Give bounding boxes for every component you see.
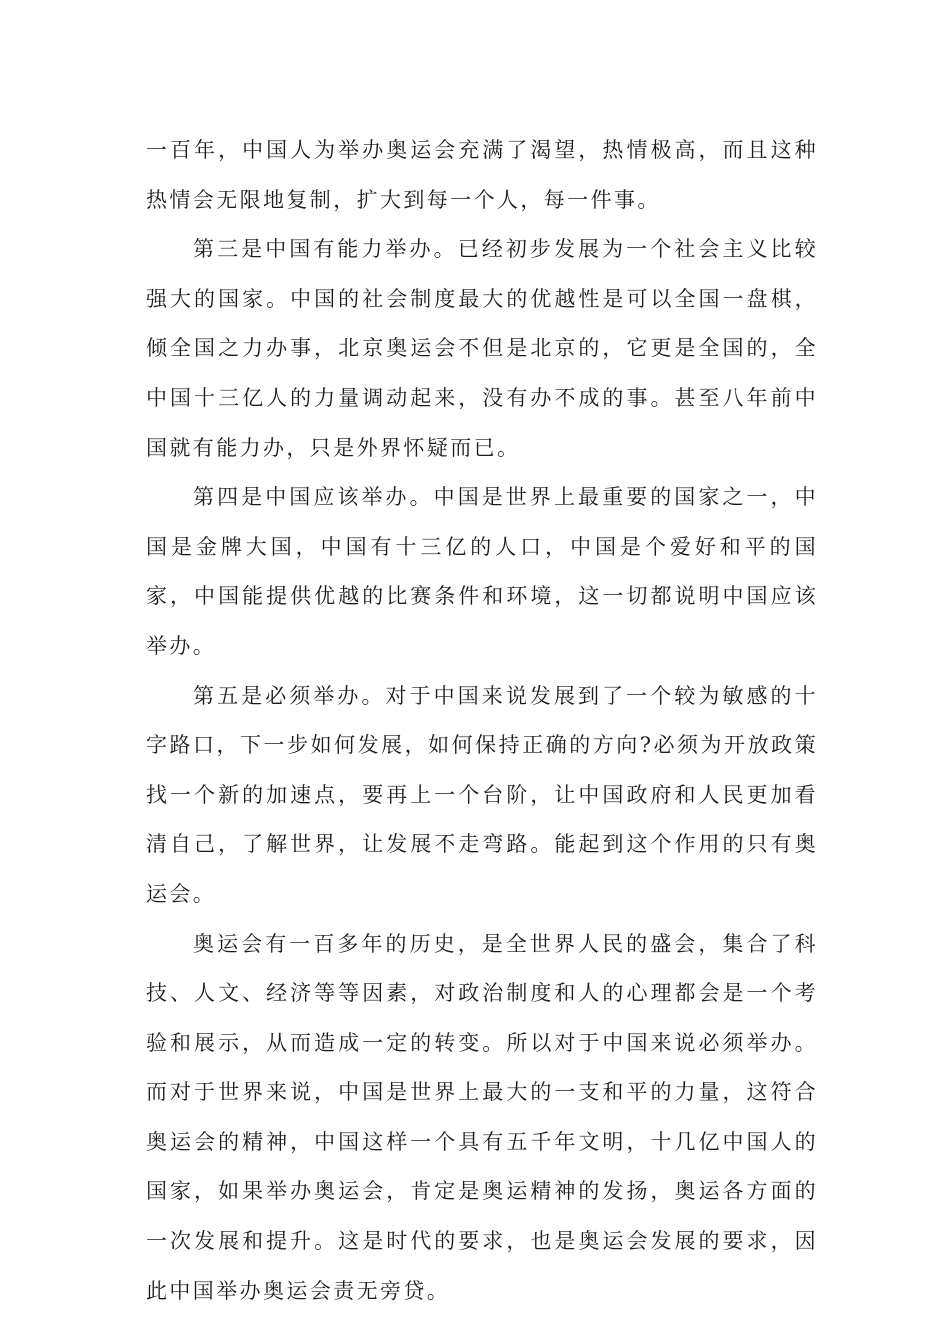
paragraph-third-reason: 第三是中国有能力举办。已经初步发展为一个社会主义比较强大的国家。中国的社会制度最大的优越性是可以全国一盘棋，倾全国之力办事，北京奥运会不但是北京的，它更是全国的，全中国十三亿人的力量调动起来，没有办不成的事。甚至八年前中国就有能力办，只是外界怀疑而已。 xyxy=(146,237,818,460)
document-body xyxy=(146,126,818,1316)
paragraph-olympics-summary: 奥运会有一百多年的历史，是全世界人民的盛会，集合了科技、人文、经济等等因素，对政治制度和人的心理都会是一个考验和展示，从而造成一定的转变。所以对于中国来说必须举办。而对于世界来说，中国是世界上最大的一支和平的力量，这符合奥运会的精神，中国这样一个具有五千年文明，十几亿中国人的国家，如果举办奥运会，肯定是奥运精神的发扬，奥运各方面的一次发展和提升。这是时代的要求，也是奥运会发展的要求，因此中国举办奥运会责无旁贷。 xyxy=(146,931,818,1303)
paragraph-continuation: 一百年，中国人为举办奥运会充满了渴望，热情极高，而且这种热情会无限地复制，扩大到每一个人，每一件事。 xyxy=(146,138,818,212)
paragraph-fourth-reason: 第四是中国应该举办。中国是世界上最重要的国家之一，中国是金牌大国，中国有十三亿的人口，中国是个爱好和平的国家，中国能提供优越的比赛条件和环境，这一切都说明中国应该举办。 xyxy=(146,485,818,658)
paragraph-fifth-reason: 第五是必须举办。对于中国来说发展到了一个较为敏感的十字路口，下一步如何发展，如何保持正确的方向?必须为开放政策找一个新的加速点，要再上一个台阶，让中国政府和人民更加看清自己，了解世界，让发展不走弯路。能起到这个作用的只有奥运会。 xyxy=(146,683,818,906)
